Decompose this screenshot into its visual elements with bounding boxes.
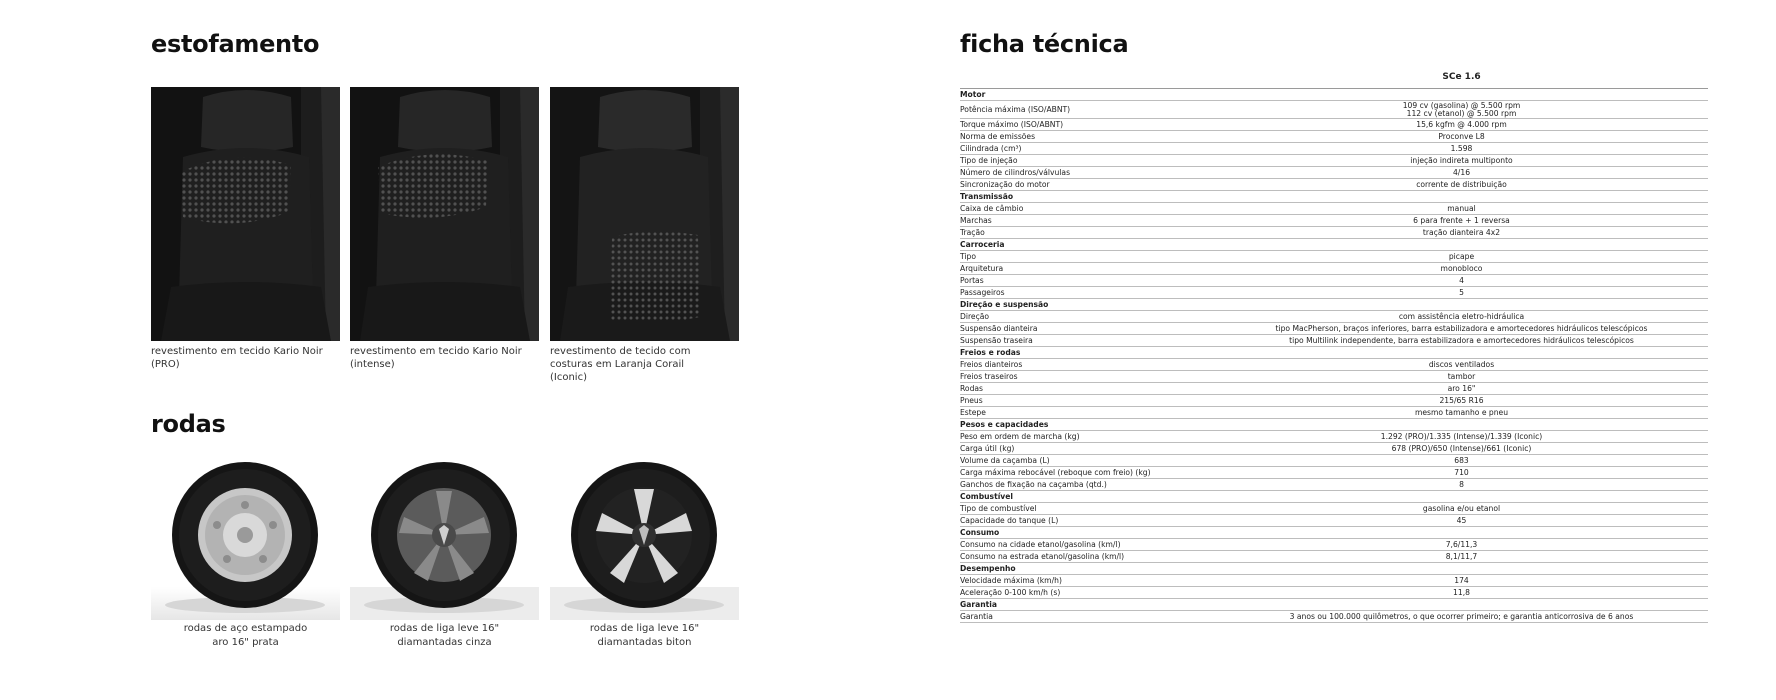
- spec-value: [1215, 383, 1708, 395]
- spec-row: [960, 383, 1708, 395]
- spec-value-text: Proconve L8: [1438, 132, 1485, 141]
- spec-value-text: 215/65 R16: [1439, 396, 1484, 405]
- spec-category-row: [960, 563, 1708, 575]
- spec-label: Sincronização do motor: [960, 179, 1215, 191]
- spec-row: [960, 167, 1708, 179]
- wheel-caption-alloy-biton: [550, 622, 739, 650]
- spec-value: [1215, 563, 1708, 575]
- spec-value: [1215, 407, 1708, 419]
- spec-value-text: tambor: [1447, 372, 1476, 381]
- spec-row: [960, 431, 1708, 443]
- spec-row: [960, 287, 1708, 299]
- spec-value: [1215, 515, 1708, 527]
- spec-category-label: Freios e rodas: [960, 347, 1215, 359]
- spec-table: [960, 72, 1708, 623]
- spec-value-text-2: 112 cv (etanol) @ 5.500 rpm: [1406, 109, 1517, 118]
- wheel-caption-alloy-grey: [350, 622, 539, 650]
- spec-label: Peso em ordem de marcha (kg): [960, 431, 1215, 443]
- spec-label: Direção: [960, 311, 1215, 323]
- spec-label: Tipo de combustível: [960, 503, 1215, 515]
- spec-row: [960, 359, 1708, 371]
- seat-image-iconic: [550, 87, 739, 341]
- spec-category-row: [960, 239, 1708, 251]
- spec-value-text: picape: [1448, 252, 1475, 261]
- spec-value: [1215, 347, 1708, 359]
- spec-value: [1215, 431, 1708, 443]
- spec-value: [1215, 455, 1708, 467]
- spec-row: [960, 323, 1708, 335]
- spec-row: [960, 179, 1708, 191]
- spec-category-label: Transmissão: [960, 191, 1215, 203]
- wheel-caption-line1: rodas de liga leve 16": [589, 623, 700, 634]
- spec-row: [960, 311, 1708, 323]
- spec-category-row: [960, 191, 1708, 203]
- spec-value: [1215, 311, 1708, 323]
- spec-label: Consumo na estrada etanol/gasolina (km/l): [960, 551, 1215, 563]
- spec-value-text: 3 anos ou 100.000 quilômetros, o que ocorrer primeiro; e garantia anticorrosiva de 6 anos: [1289, 612, 1634, 621]
- spec-value: [1215, 299, 1708, 311]
- spec-value-text: 109 cv (gasolina) @ 5.500 rpm: [1402, 101, 1521, 110]
- spec-value: [1215, 587, 1708, 599]
- spec-label: Ganchos de fixação na caçamba (qtd.): [960, 479, 1215, 491]
- spec-row: [960, 131, 1708, 143]
- wheel-caption-line2: diamantadas biton: [597, 637, 692, 648]
- wheel-caption-line1: rodas de liga leve 16": [389, 623, 500, 634]
- spec-label: Torque máximo (ISO/ABNT): [960, 119, 1215, 131]
- wheel-caption-line2: aro 16" prata: [212, 637, 279, 648]
- spec-row: [960, 467, 1708, 479]
- spec-label: Carga útil (kg): [960, 443, 1215, 455]
- spec-category-row: [960, 599, 1708, 611]
- spec-table-body: [960, 89, 1708, 623]
- spec-label: Tração: [960, 227, 1215, 239]
- spec-row: [960, 371, 1708, 383]
- spec-value-text: gasolina e/ou etanol: [1422, 504, 1501, 513]
- spec-label: Aceleração 0-100 km/h (s): [960, 587, 1215, 599]
- spec-value-text: 15,6 kgfm @ 4.000 rpm: [1416, 120, 1507, 129]
- spec-value-text: 8,1/11,7: [1445, 552, 1478, 561]
- spec-category-label: Pesos e capacidades: [960, 419, 1215, 431]
- spec-value-text: 11,8: [1453, 588, 1470, 597]
- spec-value: [1215, 143, 1708, 155]
- spec-category-row: [960, 347, 1708, 359]
- spec-category-row: [960, 419, 1708, 431]
- spec-row: [960, 503, 1708, 515]
- spec-category-label: Garantia: [960, 599, 1215, 611]
- spec-value: [1215, 155, 1708, 167]
- spec-row: [960, 143, 1708, 155]
- spec-value-text: 1.292 (PRO)/1.335 (Intense)/1.339 (Iconic): [1380, 432, 1543, 441]
- spec-value-text: 8: [1459, 480, 1464, 489]
- spec-label: Portas: [960, 275, 1215, 287]
- spec-value: [1215, 101, 1708, 119]
- spec-value-text: 710: [1454, 468, 1469, 477]
- spec-label: Estepe: [960, 407, 1215, 419]
- spec-label: Tipo de injeção: [960, 155, 1215, 167]
- spec-value-text: 45: [1456, 516, 1467, 525]
- seat-caption-intense: revestimento em tecido Kario Noir (intense): [350, 346, 522, 370]
- wheel-caption-steel-silver: [151, 622, 340, 650]
- spec-value: [1215, 131, 1708, 143]
- spec-value: [1215, 527, 1708, 539]
- spec-label: Tipo: [960, 251, 1215, 263]
- spec-value-text: mesmo tamanho e pneu: [1414, 408, 1509, 417]
- spec-value-text: tipo Multilink independente, barra estabilizadora e amortecedores hidráulicos telescópicos: [1289, 336, 1634, 345]
- spec-value-text: 1.598: [1450, 144, 1473, 153]
- spec-label: Freios traseiros: [960, 371, 1215, 383]
- spec-row: [960, 101, 1708, 119]
- spec-row: [960, 539, 1708, 551]
- spec-row: [960, 119, 1708, 131]
- spec-value-text: 5: [1459, 288, 1464, 297]
- spec-label: Cilindrada (cm³): [960, 143, 1215, 155]
- spec-value: [1215, 575, 1708, 587]
- spec-row: [960, 203, 1708, 215]
- spec-value: [1215, 539, 1708, 551]
- spec-row: [960, 575, 1708, 587]
- spec-value-text: injeção indireta multiponto: [1410, 156, 1513, 165]
- spec-value-text: com assistência eletro-hidráulica: [1398, 312, 1525, 321]
- spec-value: [1215, 239, 1708, 251]
- spec-category-row: [960, 299, 1708, 311]
- spec-value: [1215, 479, 1708, 491]
- spec-value-text: 6 para frente + 1 reversa: [1413, 216, 1510, 225]
- spec-row: [960, 227, 1708, 239]
- spec-label: Velocidade máxima (km/h): [960, 575, 1215, 587]
- spec-value-text: tipo MacPherson, braços inferiores, barra estabilizadora e amortecedores hidráulicos telescópicos: [1275, 324, 1648, 333]
- spec-version-header: SCe 1.6: [1442, 72, 1481, 82]
- spec-label: Potência máxima (ISO/ABNT): [960, 101, 1215, 119]
- spec-value: [1215, 467, 1708, 479]
- wheel-image-alloy-biton: [550, 455, 739, 620]
- spec-category-label: Combustível: [960, 491, 1215, 503]
- spec-value-text: monobloco: [1440, 264, 1483, 273]
- spec-value: [1215, 263, 1708, 275]
- spec-value-text: discos ventilados: [1428, 360, 1495, 369]
- spec-value-text: manual: [1447, 204, 1476, 213]
- spec-category-row: [960, 527, 1708, 539]
- spec-category-row: [960, 491, 1708, 503]
- spec-value: [1215, 287, 1708, 299]
- spec-row: [960, 587, 1708, 599]
- spec-row: [960, 335, 1708, 347]
- seat-image-pro: [151, 87, 340, 341]
- spec-value: [1215, 503, 1708, 515]
- spec-row: [960, 455, 1708, 467]
- spec-value: [1215, 227, 1708, 239]
- spec-value-text: 4/16: [1452, 168, 1471, 177]
- spec-label: Marchas: [960, 215, 1215, 227]
- spec-row: [960, 275, 1708, 287]
- spec-value-text: corrente de distribuição: [1416, 180, 1507, 189]
- spec-category-row: [960, 89, 1708, 101]
- spec-value-text: tração dianteira 4x2: [1422, 228, 1501, 237]
- spec-value: [1215, 275, 1708, 287]
- seat-caption-iconic: revestimento de tecido com costuras em Laranja Corail (Iconic): [550, 346, 691, 383]
- spec-label: Suspensão dianteira: [960, 323, 1215, 335]
- spec-row: [960, 611, 1708, 623]
- spec-value: [1215, 251, 1708, 263]
- spec-row: [960, 251, 1708, 263]
- spec-value: [1215, 551, 1708, 563]
- spec-value: [1215, 89, 1708, 101]
- upholstery-title: estofamento: [151, 30, 320, 58]
- spec-label: Norma de emissões: [960, 131, 1215, 143]
- spec-value: [1215, 335, 1708, 347]
- spec-category-label: Motor: [960, 89, 1215, 101]
- spec-category-label: Desempenho: [960, 563, 1215, 575]
- spec-value: [1215, 119, 1708, 131]
- spec-label: Passageiros: [960, 287, 1215, 299]
- wheel-caption-line2: diamantadas cinza: [397, 637, 492, 648]
- spec-label: Consumo na cidade etanol/gasolina (km/l): [960, 539, 1215, 551]
- spec-row: [960, 263, 1708, 275]
- spec-label: Capacidade do tanque (L): [960, 515, 1215, 527]
- spec-row: [960, 515, 1708, 527]
- spec-value: [1215, 611, 1708, 623]
- spec-label: Suspensão traseira: [960, 335, 1215, 347]
- spec-value-text: 174: [1454, 576, 1469, 585]
- spec-value: [1215, 359, 1708, 371]
- spec-row: [960, 551, 1708, 563]
- spec-value-text: 7,6/11,3: [1445, 540, 1478, 549]
- seat-caption-pro: revestimento em tecido Kario Noir (PRO): [151, 346, 323, 370]
- spec-value: [1215, 179, 1708, 191]
- spec-value-text: aro 16": [1447, 384, 1476, 393]
- spec-label: Carga máxima rebocável (reboque com freio) (kg): [960, 467, 1215, 479]
- wheel-caption-line1: rodas de aço estampado: [183, 623, 308, 634]
- spec-row: [960, 443, 1708, 455]
- spec-value: [1215, 191, 1708, 203]
- spec-sheet-title: ficha técnica: [960, 30, 1129, 58]
- spec-row: [960, 215, 1708, 227]
- spec-label: Volume da caçamba (L): [960, 455, 1215, 467]
- spec-label: Caixa de câmbio: [960, 203, 1215, 215]
- spec-row: [960, 155, 1708, 167]
- spec-label: Arquitetura: [960, 263, 1215, 275]
- spec-value: [1215, 491, 1708, 503]
- spec-value: [1215, 215, 1708, 227]
- seat-image-intense: [350, 87, 539, 341]
- spec-value-text: 4: [1459, 276, 1464, 285]
- wheel-image-alloy-grey: [350, 455, 539, 620]
- spec-category-label: Direção e suspensão: [960, 299, 1215, 311]
- spec-value-text: 683: [1454, 456, 1469, 465]
- spec-label: Rodas: [960, 383, 1215, 395]
- spec-header-row: [960, 72, 1708, 89]
- spec-value: [1215, 599, 1708, 611]
- wheel-image-steel-silver: [151, 455, 340, 620]
- spec-value: [1215, 167, 1708, 179]
- spec-category-label: Carroceria: [960, 239, 1215, 251]
- spec-category-label: Consumo: [960, 527, 1215, 539]
- spec-value: [1215, 395, 1708, 407]
- spec-value: [1215, 203, 1708, 215]
- spec-label: Garantia: [960, 611, 1215, 623]
- spec-label: Número de cilindros/válvulas: [960, 167, 1215, 179]
- spec-value: [1215, 419, 1708, 431]
- spec-value: [1215, 443, 1708, 455]
- spec-row: [960, 479, 1708, 491]
- spec-header-empty: [960, 72, 1215, 89]
- spec-value-text: 678 (PRO)/650 (Intense)/661 (Iconic): [1391, 444, 1532, 453]
- wheels-title: rodas: [151, 410, 226, 438]
- spec-row: [960, 395, 1708, 407]
- spec-value: [1215, 371, 1708, 383]
- spec-label: Freios dianteiros: [960, 359, 1215, 371]
- spec-value: [1215, 323, 1708, 335]
- spec-label: Pneus: [960, 395, 1215, 407]
- spec-row: [960, 407, 1708, 419]
